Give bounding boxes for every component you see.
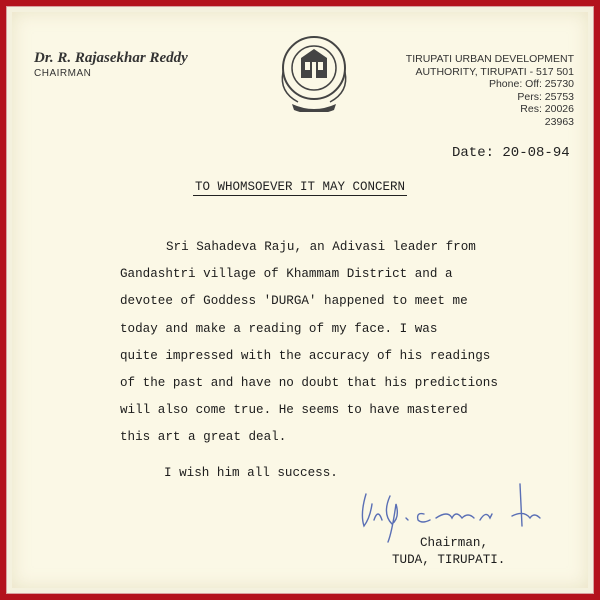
body-line: this art a great deal. — [120, 430, 287, 445]
sender-name: Dr. R. Rajasekhar Reddy — [34, 50, 188, 66]
sender-designation: CHAIRMAN — [34, 68, 92, 79]
phone-office: Phone: Off: 25730 — [488, 78, 574, 90]
phone-personal: Pers: 25753 — [517, 90, 574, 103]
tuda-seal-logo — [274, 32, 354, 112]
letter-date: Date: 20-08-94 — [452, 145, 570, 161]
letter-page — [12, 12, 588, 588]
letter-body — [120, 234, 570, 452]
letter-heading — [12, 180, 588, 194]
body-line: Gandashtri village of Khammam District and a — [120, 267, 453, 282]
heading-text: TO WHOMSOEVER IT MAY CONCERN — [194, 180, 406, 194]
body-line: of the past and have no doubt that his predictions — [120, 376, 498, 391]
body-line: quite impressed with the accuracy of his readings — [120, 348, 491, 363]
signatory-place: TUDA, TIRUPATI. — [392, 553, 506, 567]
phone-extra: 23963 — [544, 115, 574, 128]
closing-line: I wish him all success. — [164, 466, 338, 480]
body-line: devotee of Goddess 'DURGA' happened to meet me — [120, 294, 468, 309]
signatory-title: Chairman, — [420, 536, 489, 550]
handwritten-signature — [352, 474, 552, 544]
org-name-line: TIRUPATI URBAN DEVELOPMENT — [405, 53, 574, 65]
phone-residence: Res: 20026 — [520, 103, 574, 115]
org-address-line: AUTHORITY, TIRUPATI - 517 501 — [415, 65, 574, 78]
body-line: today and make a reading of my face. I was — [120, 321, 438, 336]
body-line: Sri Sahadeva Raju, an Adivasi leader from — [166, 240, 476, 254]
body-line: will also come true. He seems to have mastered — [120, 403, 468, 418]
organization-address — [402, 53, 574, 128]
